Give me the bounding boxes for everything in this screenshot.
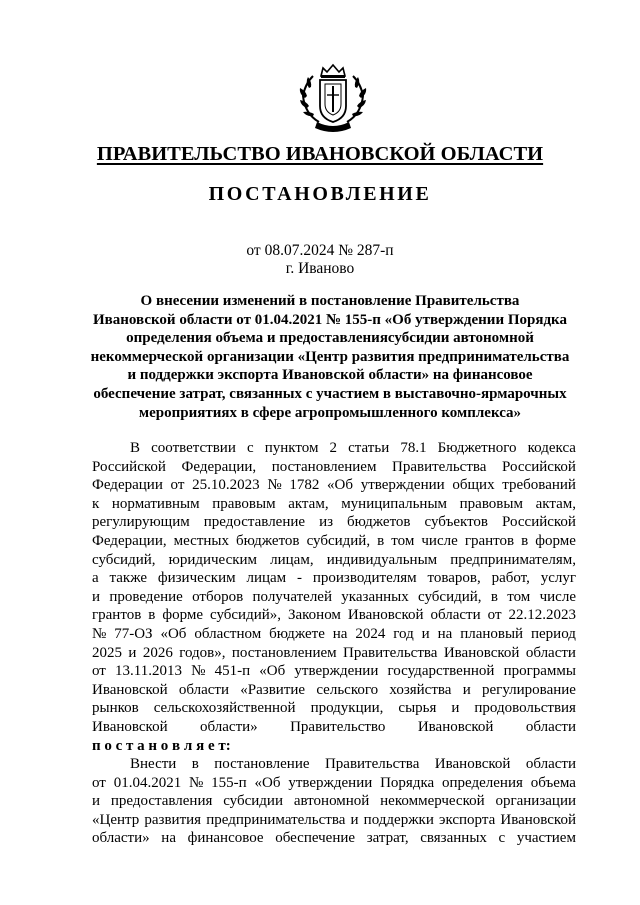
body-word: экспорта: [439, 811, 496, 828]
body-word: регулирующим: [92, 514, 190, 531]
body-word: связанных: [420, 830, 487, 847]
decree-city: г. Иваново: [285, 260, 355, 277]
body-word: числе: [421, 532, 458, 549]
title-line: мероприятиях в сфере агропромышленного комплекса»: [138, 404, 522, 421]
body-word: утверждении: [288, 774, 373, 791]
body-word: «Об: [259, 663, 286, 680]
body-word: актам,: [288, 495, 329, 512]
body-line: [92, 439, 576, 458]
resolves-keyword: п о с т а н о в л я е т:: [92, 737, 231, 754]
body-word: «Об: [254, 774, 281, 791]
body-word: «Об: [327, 477, 353, 494]
body-word: лицам,: [270, 551, 314, 568]
body-line: [92, 792, 576, 811]
body-line: [92, 569, 576, 588]
body-word: указанных: [341, 588, 409, 605]
body-word: 2025: [92, 644, 122, 661]
body-word: предоставление: [203, 514, 306, 531]
body-word: Правительства: [343, 644, 438, 661]
body-word: областном: [194, 625, 262, 642]
body-word: товаров,: [427, 570, 481, 587]
body-word: Ивановской: [92, 718, 168, 735]
body-word: сельскохозяйственной: [153, 700, 296, 717]
body-word: В: [130, 440, 141, 456]
body-word: автономной: [293, 793, 370, 810]
body-word: 22.12.2023: [508, 607, 576, 624]
body-word: 25.10.2023: [192, 477, 260, 494]
body-word: правовым: [212, 495, 276, 512]
body-word: «Центр: [92, 811, 140, 828]
body-word: продукции,: [310, 700, 384, 717]
body-word: обеспечение: [275, 830, 356, 847]
body-word: год: [393, 625, 414, 642]
decree-date-number: от 08.07.2024 № 287-п: [246, 242, 394, 259]
body-word: форме: [535, 532, 576, 549]
body-line: [92, 513, 576, 532]
body-word: Ивановской: [500, 811, 576, 828]
body-word: соответствии: [151, 440, 236, 456]
body-word: поддержки: [363, 811, 434, 828]
body-word: области: [525, 756, 576, 773]
body-word: также: [109, 570, 148, 587]
body-line: [92, 718, 576, 737]
body-word: и: [462, 681, 471, 698]
body-word: 78.1: [400, 440, 427, 456]
body-word: от: [92, 774, 106, 791]
body-word: пунктом: [264, 440, 319, 456]
body-word: от: [92, 663, 106, 680]
body-word: в: [148, 607, 156, 624]
body-word: некоммерческой: [380, 793, 485, 810]
body-word: Правительства: [392, 458, 487, 475]
body-word: Федерации,: [181, 458, 257, 475]
body-word: на: [161, 830, 176, 847]
body-word: предоставления: [110, 793, 213, 810]
body-word: на: [332, 625, 348, 642]
body-word: 77-ОЗ: [114, 625, 153, 642]
body-word: Ивановской: [347, 607, 424, 624]
body-word: к: [92, 495, 100, 512]
body-word: продовольствия: [474, 700, 576, 717]
body-word: местных: [173, 532, 229, 549]
body-word: области: [178, 681, 230, 698]
body-word: отборов: [192, 588, 244, 605]
body-word: субсидий,: [92, 551, 156, 568]
body-word: 13.11.2013: [115, 663, 182, 680]
body-word: 1782: [289, 477, 320, 494]
body-word: из: [319, 514, 334, 531]
body-word: от: [487, 607, 502, 624]
body-word: №: [191, 663, 206, 680]
title-line: О внесении изменений в постановление Правительства: [140, 293, 520, 309]
body-word: Российской: [502, 458, 576, 475]
government-name: ПРАВИТЕЛЬСТВО ИВАНОВСКОЙ ОБЛАСТИ: [96, 143, 544, 165]
body-word: требований: [502, 477, 576, 494]
body-word: на: [437, 625, 453, 642]
body-word: и: [421, 625, 430, 642]
body-line: [92, 625, 576, 644]
body-word: грантов: [92, 607, 142, 624]
body-line: [92, 551, 576, 570]
body-word: индивидуальным: [326, 551, 438, 568]
body-word: Ивановской: [443, 644, 520, 661]
body-word: постановлением: [231, 644, 337, 661]
body-line: [92, 644, 576, 663]
body-word: проведение: [109, 588, 183, 605]
body-word: том: [507, 588, 531, 605]
body-word: в: [521, 532, 529, 549]
body-line: [92, 811, 576, 830]
body-word: развития: [144, 811, 202, 828]
body-word: предпринимательства: [206, 811, 346, 828]
body-word: регулирование: [482, 681, 576, 698]
body-word: работ,: [491, 570, 530, 587]
body-word: Федерации: [92, 477, 163, 494]
body-word: Ивановской: [434, 756, 511, 773]
body-word: государственной: [387, 663, 495, 680]
body-word: №: [189, 774, 204, 791]
body-word: «Об: [160, 625, 187, 642]
body-word: форме: [162, 607, 203, 624]
body-word: участием: [516, 830, 576, 847]
body-word: сырья: [398, 700, 437, 717]
body-word: 155-п: [211, 774, 247, 791]
document-type-heading: ПОСТАНОВЛЕНИЕ: [208, 183, 432, 205]
body-word: утверждении: [294, 663, 379, 680]
body-word: программы: [503, 663, 576, 680]
body-word: определения: [442, 774, 523, 791]
body-word: Бюджетного: [437, 440, 517, 456]
body-word: субсидии: [223, 793, 283, 810]
body-word: -: [297, 570, 303, 587]
body-word: Порядка: [380, 774, 435, 791]
decree-body: [92, 439, 576, 848]
body-line: [92, 532, 576, 551]
body-word: кодекса: [527, 440, 576, 456]
body-line: [92, 755, 576, 774]
body-word: в: [377, 532, 385, 549]
title-line: Ивановской области от 01.04.2021 № 155-п «Об утверждении Порядка: [93, 311, 567, 328]
title-line: обеспечение затрат, связанных с участием в выставочно-ярмарочных: [93, 385, 567, 402]
body-word: субъектов: [424, 514, 489, 531]
body-word: области: [525, 644, 576, 661]
body-word: и: [92, 588, 101, 605]
body-word: и: [451, 700, 460, 717]
body-word: а: [92, 570, 99, 587]
body-word: бюджете: [269, 625, 325, 642]
body-word: производителям: [312, 570, 417, 587]
body-word: бюджетов: [236, 532, 300, 549]
body-word: и: [92, 793, 101, 810]
body-word: 2: [329, 440, 338, 456]
body-word: услуг: [540, 570, 576, 587]
title-line: некоммерческой организации «Центр развития предпринимательства: [90, 348, 570, 365]
body-word: сельского: [316, 681, 379, 698]
body-word: «Развитие: [240, 681, 306, 698]
title-line: определения объема и предоставлениясубсидии автономной: [126, 330, 534, 347]
body-word: Законом: [287, 607, 341, 624]
body-word: области: [525, 718, 576, 735]
body-word: муниципальным: [341, 495, 448, 512]
body-word: актам,: [535, 495, 576, 512]
body-word: плановый: [460, 625, 524, 642]
body-line: [92, 662, 576, 681]
body-word: затрат,: [366, 830, 409, 847]
body-word: с: [498, 830, 506, 847]
body-word: числе: [539, 588, 576, 605]
body-line: [92, 699, 576, 718]
body-line: [92, 681, 576, 700]
body-word: годов»,: [179, 644, 226, 661]
body-word: период: [530, 625, 576, 642]
body-word: от: [170, 477, 185, 494]
body-word: постановление: [214, 756, 310, 773]
body-word: 2024: [355, 625, 386, 642]
body-word: физическим: [157, 570, 236, 587]
body-word: общих: [452, 477, 495, 494]
body-word: лицам: [246, 570, 287, 587]
body-line: [92, 829, 576, 848]
body-word: нормативным: [111, 495, 200, 512]
body-word: субсидий,: [306, 532, 371, 549]
body-line: [92, 495, 576, 514]
body-line: [92, 476, 576, 495]
body-word: 2026: [142, 644, 173, 661]
body-word: предпринимателям,: [450, 551, 576, 568]
body-word: области: [430, 607, 481, 624]
body-word: хозяйства: [389, 681, 452, 698]
title-line: и поддержки экспорта Ивановской области» на финансовое: [127, 367, 533, 384]
body-word: постановлением: [271, 458, 377, 475]
coat-of-arms-icon: [293, 62, 373, 134]
body-word: в: [191, 756, 199, 773]
body-word: бюджетов: [347, 514, 411, 531]
body-word: том: [391, 532, 415, 549]
body-word: организации: [495, 793, 576, 810]
body-word: получателей: [252, 588, 332, 605]
body-word: 451-п: [214, 663, 251, 680]
body-word: объема: [530, 774, 576, 791]
body-word: Ивановской: [92, 681, 168, 698]
body-word: Внести: [130, 756, 177, 773]
body-word: субсидий,: [418, 588, 482, 605]
body-word: области»: [200, 718, 258, 735]
body-word: Правительства: [324, 756, 420, 773]
body-word: Правительство: [290, 718, 386, 735]
body-word: в: [490, 588, 498, 605]
body-line: [92, 606, 576, 625]
body-word: юридическим: [168, 551, 258, 568]
body-line: [92, 458, 576, 477]
body-word: утверждении: [360, 477, 445, 494]
body-word: Ивановской: [417, 718, 494, 735]
body-word: и: [350, 811, 359, 828]
body-word: статьи: [348, 440, 390, 456]
body-word: и: [128, 644, 137, 661]
body-word: №: [92, 625, 107, 642]
body-word: №: [267, 477, 282, 494]
body-line: [92, 774, 576, 793]
body-word: Федерации,: [92, 532, 167, 549]
decree-title: [80, 292, 580, 422]
body-word: 01.04.2021: [113, 774, 182, 791]
body-word: области»: [92, 830, 150, 847]
body-word: рынков: [92, 700, 139, 717]
body-word: Российской: [502, 514, 576, 531]
body-line: [92, 588, 576, 607]
body-word: субсидий»,: [209, 607, 281, 624]
body-word: правовым: [459, 495, 523, 512]
body-word: грантов: [464, 532, 515, 549]
body-word: с: [246, 440, 254, 456]
body-word: Российской: [92, 458, 166, 475]
body-word: финансовое: [187, 830, 264, 847]
